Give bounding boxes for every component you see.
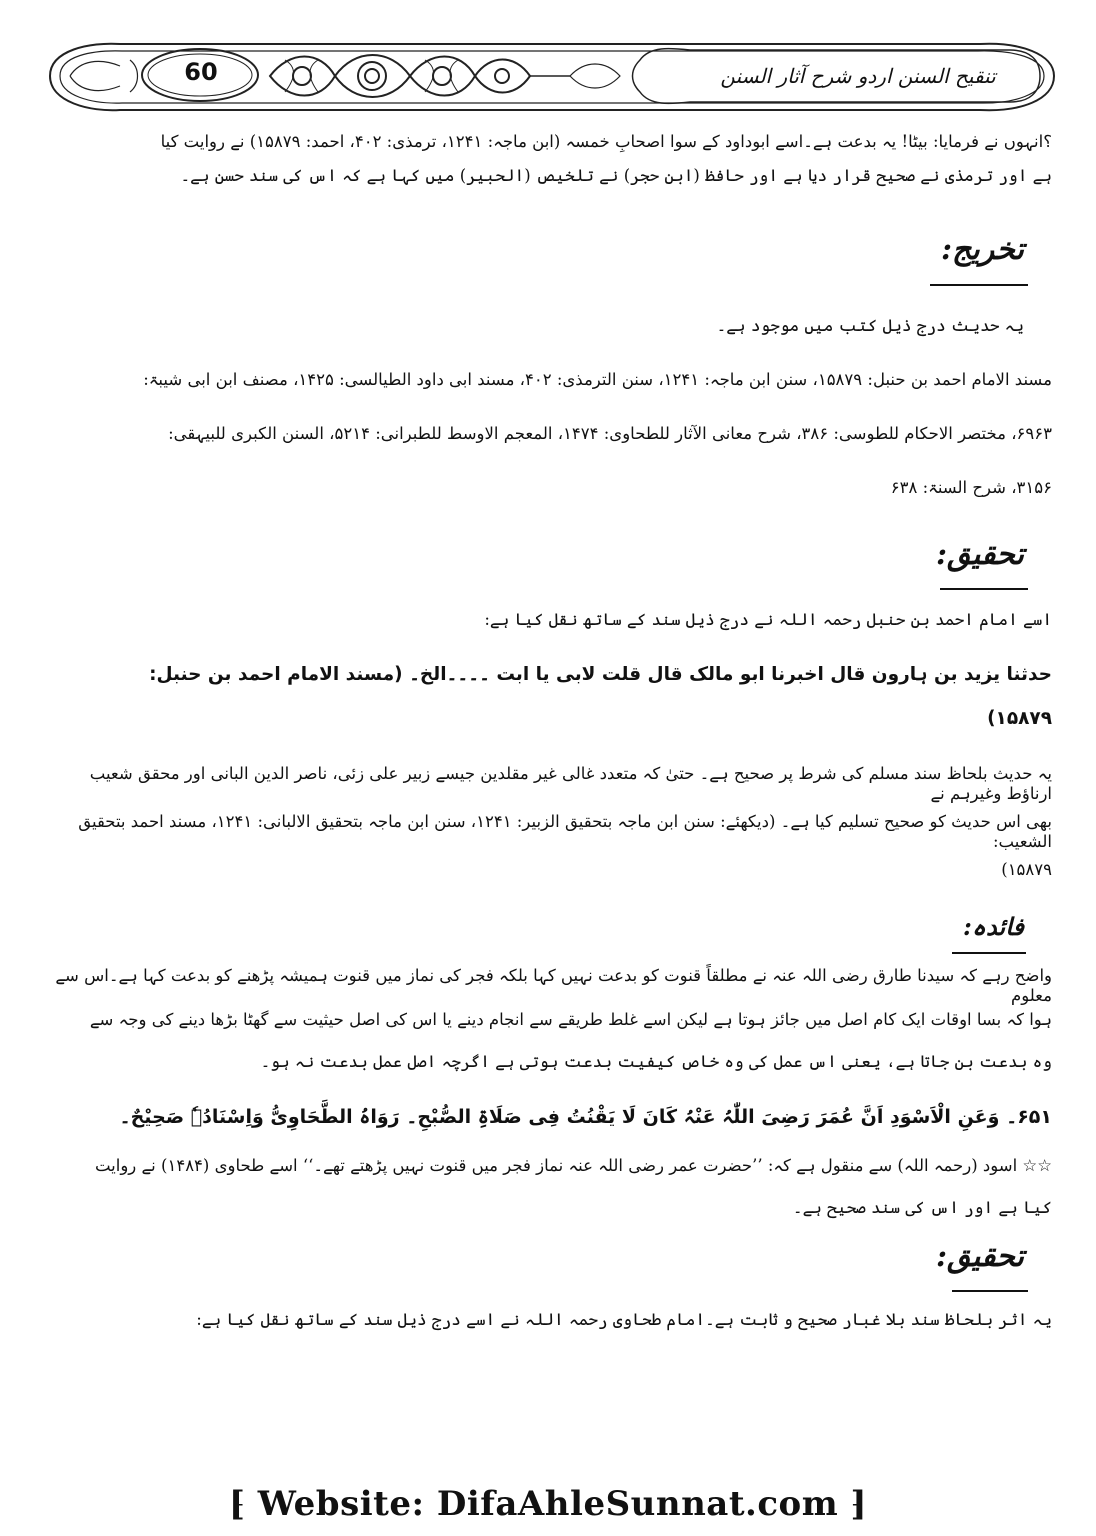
intro-line-2: ہے اور ترمذی نے صحیح قرار دیا ہے اور حافظ (ابن حجر) نے تلخیص (الحبیر) میں کہا ہے کہ اس کی سند حسن ہے۔ <box>180 166 1052 185</box>
hadith-651-translation-2: کیا ہے اور اس کی سند صحیح ہے۔ <box>792 1198 1052 1217</box>
takhrij-line-2: ۶۹۶۳، مختصر الاحکام للطوسی: ۳۸۶، شرح معانی الآثار للطحاوی: ۱۴۷۴، المعجم الاوسط للطبرانی: ۵۲۱۴، السنن الکبری للبیہقی: <box>168 424 1052 443</box>
takhrij-line-3: ۳۱۵۶، شرح السنۃ: ۶۳۸ <box>890 478 1052 497</box>
website-footer: ⁅ Website: DifaAhleSunnat.com ⁆ <box>228 1484 868 1524</box>
page-header <box>30 30 1070 122</box>
tahqiq1-para-line-2: بھی اس حدیث کو صحیح تسلیم کیا ہے۔ (دیکھئے: سنن ابن ماجہ بتحقیق الزبیر: ۱۲۴۱، سنن ابن ماجہ بتحقیق الالبانی: ۱۲۴۱، مسند احمد بتحقیق الشعیب: <box>78 812 1052 851</box>
faida-line-3: وہ بدعت بن جاتا ہے، یعنی اس عمل کی وہ خاص کیفیت بدعت ہوتی ہے اگرچہ اصل عمل بدعت نہ ہو۔ <box>260 1052 1052 1071</box>
faida-line-1: واضح رہے کہ سیدنا طارق رضی اللہ عنہ نے مطلقاً قنوت کو بدعت نہیں کہا بلکہ فجر کی نماز میں قنوت ہمیشہ پڑھنے کو بدعت کہا ہے۔اس سے معلوم <box>55 966 1052 1005</box>
tahqiq-underline-1 <box>940 588 1028 590</box>
hadith-651-arabic: ۶۵۱۔ وَعَنِ الْاَسْوَدِ اَنَّ عُمَرَ رَضِیَ اللّٰہُ عَنْہُ کَانَ لَا یَقْنُتُ فِی صَلَاۃِ الصُّبْحِ۔ رَوَاہُ الطَّحَاوِیُّ وَاِسْنَادُہٗ صَحِیْحٌ۔ <box>119 1106 1052 1128</box>
tahqiq-heading-1: تحقیق: <box>935 537 1024 572</box>
faida-heading: فائدہ: <box>963 912 1024 941</box>
tahqiq1-intro: اسے امام احمد بن حنبل رحمہ اللہ نے درج ذیل سند کے ساتھ نقل کیا ہے: <box>484 610 1052 629</box>
tahqiq-underline-2 <box>952 1290 1028 1292</box>
running-title: تنقیح السنن اردو شرح آثار السنن <box>720 64 996 88</box>
page-number: 60 <box>184 58 218 86</box>
hadith-651-translation-1: ☆☆ اسود (رحمہ اللہ) سے منقول ہے کہ: ’’حضرت عمر رضی اللہ عنہ نماز فجر میں قنوت نہیں پڑھتے تھے۔‘‘ اسے طحاوی (۱۴۸۴) نے روایت <box>94 1156 1052 1175</box>
takhrij-line-1: مسند الامام احمد بن حنبل: ۱۵۸۷۹، سنن ابن ماجہ: ۱۲۴۱، سنن الترمذی: ۴۰۲، مسند ابی داود الطیالسی: ۱۴۲۵، مصنف ابن ابی شیبۃ: <box>143 370 1052 389</box>
tahqiq-heading-2: تحقیق: <box>935 1239 1024 1274</box>
takhrij-heading: تخریج: <box>940 232 1024 267</box>
sanad-line-1: حدثنا یزید بن ہارون قال اخبرنا ابو مالک قال قلت لابی یا ابت ۔۔۔۔الخ۔ (مسند الامام احمد بن حنبل: <box>149 664 1052 685</box>
intro-line-1: ؟انہوں نے فرمایا: بیٹا! یہ بدعت ہے۔اسے ابوداود کے سوا اصحابِ خمسہ (ابن ماجہ: ۱۲۴۱، ترمذی: ۴۰۲، احمد: ۱۵۸۷۹) نے روایت کیا <box>160 132 1052 151</box>
tahqiq2-line-1: یہ اثر بلحاظ سند بلا غبار صحیح و ثابت ہے۔امام طحاوی رحمہ اللہ نے اسے درج ذیل سند کے ساتھ نقل کیا ہے: <box>196 1310 1052 1329</box>
takhrij-underline <box>930 284 1028 286</box>
faida-underline <box>952 952 1026 954</box>
sanad-line-2: ۱۵۸۷۹) <box>987 708 1052 729</box>
takhrij-intro: یہ حدیث درج ذیل کتب میں موجود ہے۔ <box>716 316 1024 335</box>
tahqiq1-para-line-1: یہ حدیث بلحاظ سند مسلم کی شرط پر صحیح ہے۔ حتیٰ کہ متعدد غالی غیر مقلدین جیسے زبیر علی زئی، ناصر الدین البانی اور محقق شعیب ارناؤط وغیرہم نے <box>89 764 1052 803</box>
tahqiq1-para-line-3: ۱۵۸۷۹) <box>1001 860 1052 879</box>
faida-line-2: ہوا کہ بسا اوقات ایک کام اصل میں جائز ہوتا ہے لیکن اسے غلط طریقے سے انجام دینے یا اس کی اصل حیثیت سے گھٹا بڑھا دینے کی وجہ سے <box>89 1010 1052 1029</box>
